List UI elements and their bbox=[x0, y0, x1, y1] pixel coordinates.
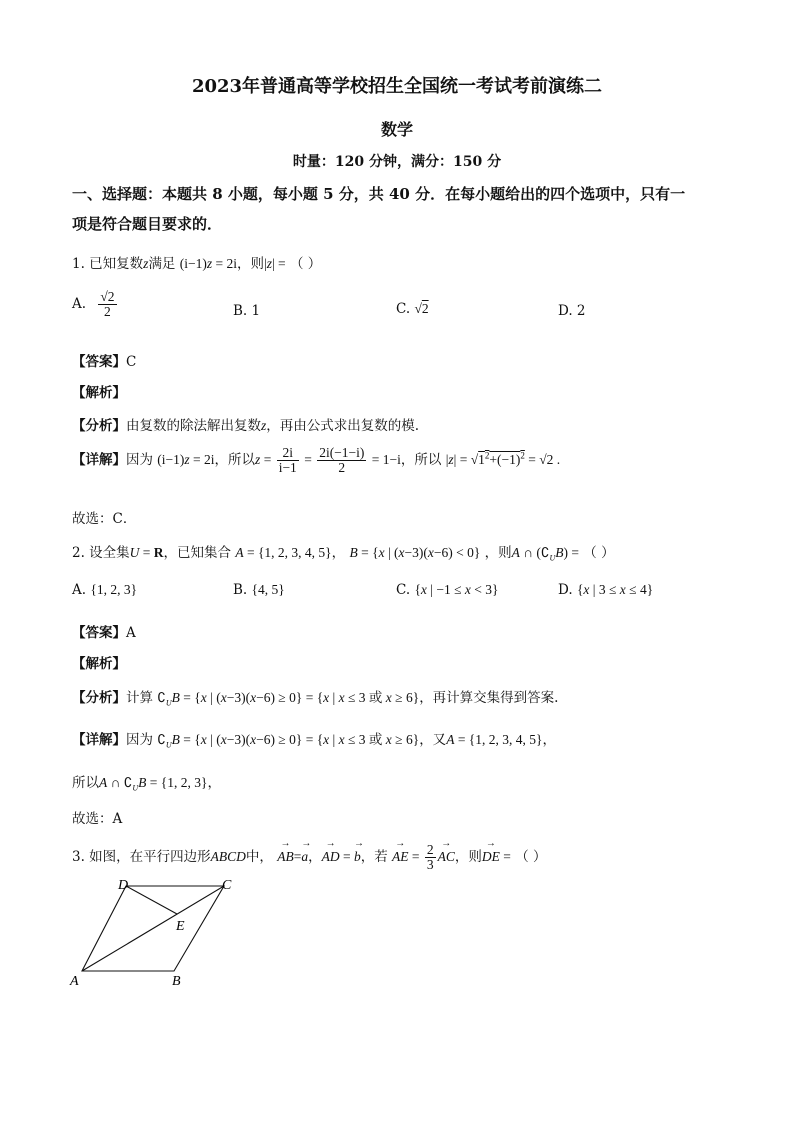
page-title: 2023年普通高等学校招生全国统一考试考前演练二 bbox=[191, 76, 603, 97]
q2-option-b[interactable]: B. {4, 5} bbox=[233, 582, 285, 598]
parallelogram-figure bbox=[60, 872, 260, 996]
q1-conclusion: 故选：C． bbox=[72, 511, 137, 527]
q2-analysis: 【分析】计算 $∁_UB = \{x$ | (x−3)(x−6) ≥ 0} = {x | x ≤ 3 或 x ≥ 6}，再计算交集得到答案. bbox=[72, 690, 559, 708]
q2-stem: 2. 设全集U = R，已知集合 A = {1, 2, 3, 4, 5}， B = {x | (x−3)(x−6) < 0} ，则A ∩ $(∁_UB)$ = （ ） bbox=[72, 545, 615, 563]
q1-option-d[interactable]: D. 2 bbox=[558, 303, 586, 319]
label-c: C bbox=[222, 878, 232, 893]
q2-jiexi-tag: 【解析】 bbox=[72, 656, 126, 672]
label-a: A bbox=[70, 974, 79, 989]
time-info: 时量：120 分钟，满分：150 分 bbox=[292, 154, 502, 170]
section-heading-line1: 一、选择题：本题共 8 小题，每小题 5 分，共 40 分．在每小题给出的四个选项中，只有一 bbox=[72, 185, 686, 203]
q2-conclusion: 故选：A bbox=[72, 811, 123, 827]
q1-analysis: 【分析】由复数的除法解出复数z，再由公式求出复数的模. bbox=[72, 418, 420, 434]
segment-de bbox=[126, 886, 177, 914]
q1-answer: 【答案】C bbox=[72, 354, 137, 370]
q2-answer: 【答案】A bbox=[72, 625, 136, 641]
q1-jiexi-tag: 【解析】 bbox=[72, 385, 126, 401]
q1-option-b[interactable]: B. 1 bbox=[233, 303, 261, 319]
q1-option-a[interactable]: A. $\frac{√2}{2}$ bbox=[72, 289, 115, 320]
section-heading-line2: 项是符合题目要求的． bbox=[72, 215, 223, 233]
diagonal-ac bbox=[82, 886, 224, 971]
q1-option-c[interactable]: C. √2 bbox=[396, 301, 429, 317]
label-d: D bbox=[118, 878, 129, 893]
q2-result: 所以A ∩ $∁_UB = \{1$, 2, 3}， bbox=[72, 775, 221, 793]
q2-detail: 【详解】因为 $∁_UB = \{x$ | (x−3)(x−6) ≥ 0} = {x | x ≤ 3 或 x ≥ 6}，又A = {1, 2, 3, 4, 5}， bbox=[72, 732, 557, 750]
q1-equation: (i−1)z = 2i bbox=[179, 256, 237, 271]
q1-stem: 1. 已知复数z满足 (i−1)z = 2i，则|z| = （ ） bbox=[72, 256, 322, 272]
q2-option-c[interactable]: C. {x | −1 ≤ x < 3} bbox=[396, 582, 499, 598]
label-b: B bbox=[172, 974, 181, 989]
label-e: E bbox=[176, 919, 185, 934]
q2-option-a[interactable]: A. {1, 2, 3} bbox=[72, 582, 138, 598]
q2-option-d[interactable]: D. {x | 3 ≤ x ≤ 4} bbox=[558, 582, 654, 598]
q1-detail: 【详解】因为 (i−1)z = 2i，所以z = $\frac{2i}{i-1}$ = $\frac{2i(-1-i)}{2}$ = 1−i，所以 $|z| = √1^2+(-1)^2 = √2$ . bbox=[72, 445, 561, 476]
subject-title: 数学 bbox=[380, 120, 413, 139]
q3-stem: 3. 如图，在平行四边形ABCD中， → AB=→ a，→ AD = → b，若 → AE = $\frac{2}{3}$ → AC，则→ DE = （ ） bbox=[72, 843, 547, 872]
